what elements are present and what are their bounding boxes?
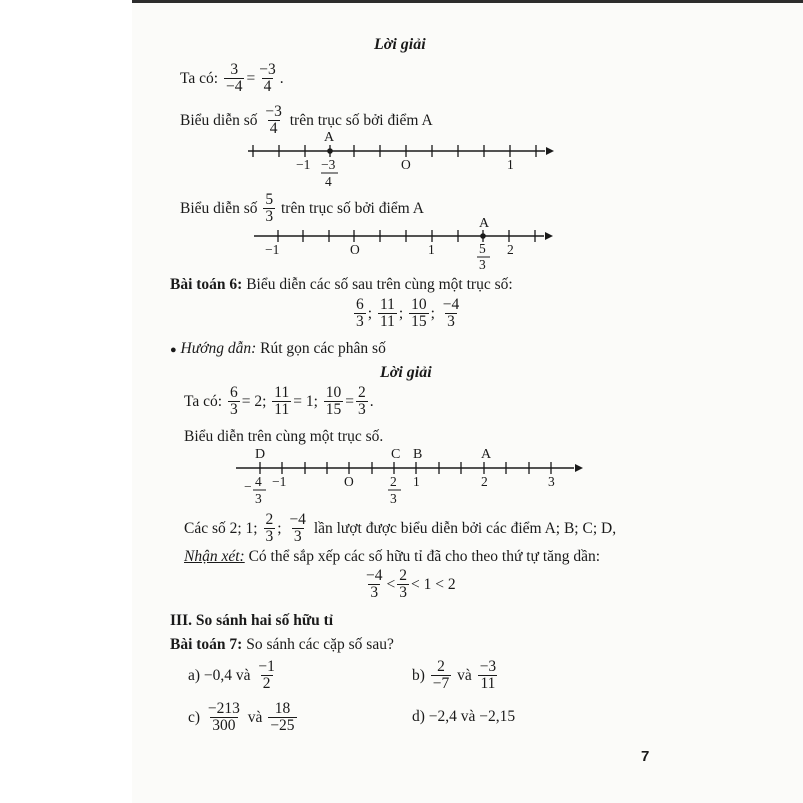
tick-label-one: 1 bbox=[413, 474, 420, 489]
tick-label-neg-one: −1 bbox=[272, 474, 287, 489]
problem-7-part-a: a) −0,4 và $\frac{-1}{2}$ bbox=[188, 658, 275, 692]
tick-label-neg-one: −1 bbox=[265, 242, 280, 257]
remark-line: Nhận xét: Có thể sắp xếp các số hữu tỉ đã cho theo thứ tự tăng dần: bbox=[184, 548, 601, 565]
fraction: $\frac{6}{3}$ bbox=[356, 296, 364, 330]
page-number: 7 bbox=[641, 748, 650, 765]
point-a-label: A bbox=[481, 447, 492, 462]
fraction: $\frac{2}{3}$ bbox=[399, 567, 407, 601]
fraction: $\frac{18}{-25}$ bbox=[270, 700, 295, 734]
number-line-3 bbox=[232, 444, 588, 508]
fraction: $\frac{5}{3}$ bbox=[265, 191, 274, 225]
problem-7-part-c: c) $\frac{-213}{300}$ và $\frac{18}{-25}$ bbox=[188, 700, 295, 734]
fraction: $\frac{10}{15}$ bbox=[411, 296, 427, 330]
number-line-1 bbox=[240, 128, 560, 190]
repr-line-3: Biểu diễn trên cùng một trục số. bbox=[184, 428, 384, 445]
fraction: $\frac{-4}{3}$ bbox=[442, 296, 460, 330]
fraction: $\frac{3}{-4}$ bbox=[225, 61, 243, 95]
fraction: $\frac{-3}{4}$ bbox=[265, 103, 282, 137]
tick-label-frac-num: 2 bbox=[390, 474, 397, 489]
fraction: $\frac{-4}{3}$ bbox=[289, 511, 306, 545]
fraction: $\frac{-3}{4}$ bbox=[259, 61, 276, 95]
fraction: $\frac{6}{3}$ bbox=[229, 384, 238, 418]
problem-6-statement: Bài toán 6: Biểu diễn các số sau trên cùng một trục số: bbox=[170, 276, 513, 293]
problem-7-label: Bài toán 7: bbox=[170, 636, 243, 653]
problem-7-part-b: b) $\frac{2}{-7}$ và $\frac{-3}{11}$ bbox=[412, 658, 497, 692]
sec2-equation: Ta có: $\frac{6}{3}$ = 2; $\frac{11}{11}$ = 1; $\frac{10}{15}$ = $\frac{2}{3}$ . bbox=[184, 384, 374, 418]
point-a-marker bbox=[327, 148, 333, 154]
tick-label-three: 3 bbox=[548, 474, 555, 489]
problem-6-numbers: $\frac{6}{3}$ ; $\frac{11}{11}$ ; $\frac{10}{15}$ ; $\frac{-4}{3}$ bbox=[356, 296, 460, 330]
fraction: $\frac{10}{15}$ bbox=[325, 384, 342, 418]
bullet-icon: ● bbox=[170, 344, 177, 356]
fraction: $\frac{-4}{3}$ bbox=[366, 567, 383, 601]
number-line-2 bbox=[250, 216, 560, 272]
page-top-border bbox=[132, 0, 803, 3]
remark-label: Nhận xét: bbox=[184, 548, 245, 565]
sec3-line: Các số 2; 1; $\frac{2}{3}$ ; $\frac{-4}{3}$ lần lượt được biểu diễn bởi các điểm A; B; C; D, bbox=[184, 511, 617, 545]
point-a-marker bbox=[480, 233, 486, 239]
problem-7-statement: Bài toán 7: So sánh các cặp số sau? bbox=[170, 636, 394, 653]
tick-label-neg-one: −1 bbox=[296, 157, 311, 172]
fraction: $\frac{-1}{2}$ bbox=[258, 658, 275, 692]
fraction: $\frac{2}{3}$ bbox=[265, 511, 274, 545]
tick-label-frac-den: 4 bbox=[325, 174, 332, 189]
fraction: $\frac{2}{-7}$ bbox=[432, 658, 450, 692]
tick-label-origin: O bbox=[350, 242, 360, 257]
ta-co-label: Ta có: bbox=[180, 69, 219, 87]
point-a-label: A bbox=[479, 216, 490, 231]
remark-inequality: $\frac{-4}{3}$ < $\frac{2}{3}$ < 1 < 2 bbox=[366, 567, 456, 601]
fraction: $\frac{2}{3}$ bbox=[358, 384, 366, 418]
tick-label-one: 1 bbox=[507, 157, 514, 172]
tick-label-frac-den: 3 bbox=[390, 491, 397, 506]
tick-label-two: 2 bbox=[507, 242, 514, 257]
guide-label: Hướng dẫn: bbox=[180, 340, 257, 357]
solution-title-1: Lời giải bbox=[374, 36, 426, 53]
section-3-heading: III. So sánh hai số hữu tỉ bbox=[170, 612, 334, 629]
tick-label-origin: O bbox=[401, 157, 411, 172]
tick-label-frac-num: 5 bbox=[479, 241, 486, 256]
tick-label-frac-num: −3 bbox=[321, 157, 336, 172]
point-c-label: C bbox=[391, 447, 401, 462]
tick-label-frac-den: 3 bbox=[479, 257, 486, 272]
solution-title-2: Lời giải bbox=[380, 364, 432, 381]
fraction: $\frac{11}{11}$ bbox=[379, 296, 395, 330]
problem-6-label: Bài toán 6: bbox=[170, 276, 243, 293]
repr-line-1: Biểu diễn số $\frac{-3}{4}$ trên trục số bởi điểm A bbox=[180, 103, 433, 137]
tick-label-minus: − bbox=[244, 479, 252, 494]
problem-7-part-d: d) −2,4 và −2,15 bbox=[412, 708, 516, 725]
repr-line-2: Biểu diễn số $\frac{5}{3}$ trên trục số bởi điểm A bbox=[180, 191, 424, 225]
fraction: $\frac{-213}{300}$ bbox=[207, 700, 240, 734]
tick-label-one: 1 bbox=[428, 242, 435, 257]
tick-label-neg-frac-den: 3 bbox=[255, 491, 262, 506]
tick-label-two: 2 bbox=[481, 474, 488, 489]
fraction: $\frac{-3}{11}$ bbox=[479, 658, 497, 692]
point-d-label: D bbox=[255, 447, 266, 462]
point-a-label: A bbox=[324, 130, 335, 145]
sec1-equation: Ta có: $\frac{3}{-4}$ = $\frac{-3}{4}$ . bbox=[180, 61, 284, 95]
tick-label-origin: O bbox=[344, 474, 354, 489]
point-b-label: B bbox=[413, 447, 423, 462]
tick-label-neg-frac-num: 4 bbox=[255, 474, 262, 489]
fraction: $\frac{11}{11}$ bbox=[274, 384, 290, 418]
guide-line: ● Hướng dẫn: Rút gọn các phân số bbox=[170, 340, 386, 357]
